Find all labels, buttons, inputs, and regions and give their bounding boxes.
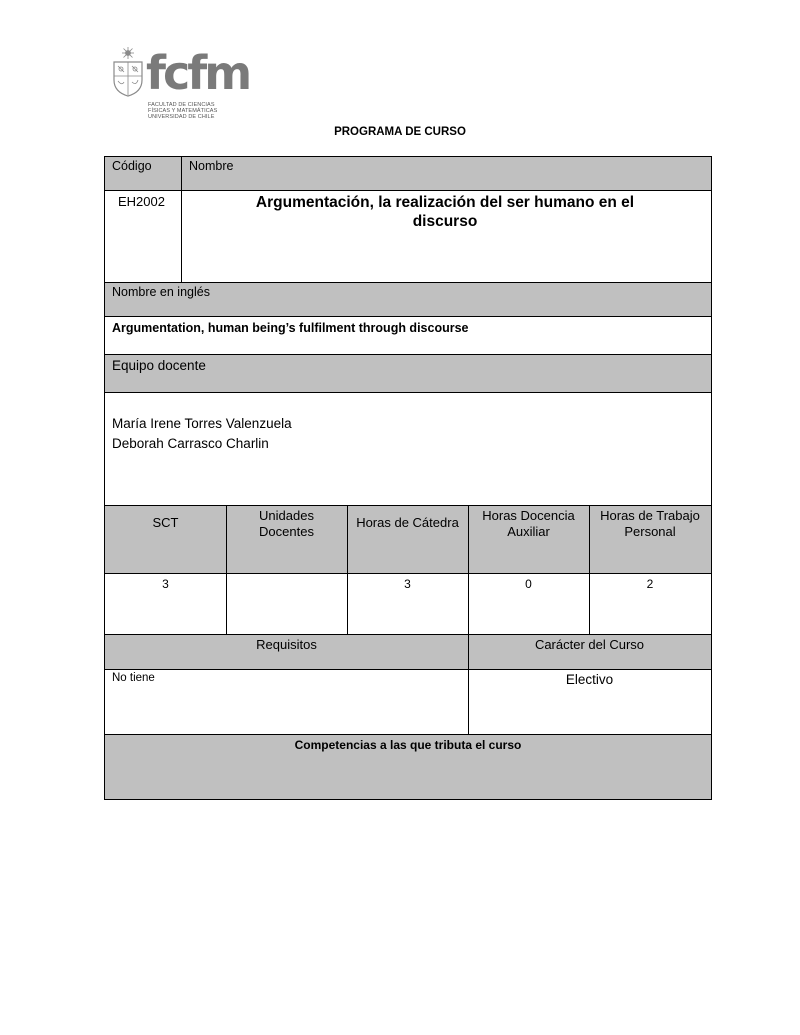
team-members xyxy=(112,414,292,454)
logo-wordmark: fcfm xyxy=(146,46,250,100)
logo-subtitle xyxy=(148,102,243,120)
course-code: EH2002 xyxy=(118,194,165,209)
credits-header-personal: Horas de Trabajo Personal xyxy=(600,508,700,539)
english-name-value: Argumentation, human being’s fulfilment through discourse xyxy=(112,321,469,335)
course-name: Argumentación, la realización del ser humano en el discurso xyxy=(255,194,635,230)
competencies-label: Competencias a las que tributa el curso xyxy=(294,738,522,752)
team-row xyxy=(104,392,712,506)
team-label-row xyxy=(104,354,712,393)
requirements-value: No tiene xyxy=(112,672,155,684)
english-name-row xyxy=(104,316,712,355)
credits-value-personal: 2 xyxy=(646,577,654,591)
team-member: María Irene Torres Valenzuela xyxy=(112,416,292,431)
fcfm-logo xyxy=(108,44,250,124)
character-value: Electivo xyxy=(565,672,614,687)
logo-subtitle-line: UNIVERSIDAD DE CHILE xyxy=(148,114,215,120)
header-row xyxy=(104,156,712,191)
credits-values-row xyxy=(104,573,712,635)
nombre-label: Nombre xyxy=(189,159,234,173)
credits-header-sct: SCT xyxy=(152,515,179,530)
document-title: PROGRAMA DE CURSO xyxy=(334,126,466,138)
requirements-header-row xyxy=(104,634,712,670)
english-name-label: Nombre en inglés xyxy=(112,285,210,299)
requirements-label: Requisitos xyxy=(256,637,317,652)
logo-subtitle-line: FACULTAD DE CIENCIAS xyxy=(148,102,215,108)
credits-value-catedra: 3 xyxy=(404,577,411,591)
university-emblem-icon xyxy=(110,46,146,98)
character-label: Carácter del Curso xyxy=(534,637,645,652)
codigo-label: Código xyxy=(112,159,152,173)
english-name-label-row xyxy=(104,282,712,317)
credits-header-unidades: Unidades Docentes xyxy=(259,508,314,539)
credits-header-row xyxy=(104,505,712,574)
competencies-row xyxy=(104,734,712,800)
team-member: Deborah Carrasco Charlin xyxy=(112,436,269,451)
credits-value-sct: 3 xyxy=(162,577,169,591)
requirements-row xyxy=(104,669,712,735)
course-row xyxy=(104,190,712,283)
team-label: Equipo docente xyxy=(112,358,206,373)
credits-value-auxiliar: 0 xyxy=(525,577,532,591)
credits-header-catedra: Horas de Cátedra xyxy=(356,515,459,530)
credits-header-auxiliar: Horas Docencia Auxiliar xyxy=(482,508,575,539)
logo-subtitle-line: FÍSICAS Y MATEMÁTICAS xyxy=(148,108,218,114)
